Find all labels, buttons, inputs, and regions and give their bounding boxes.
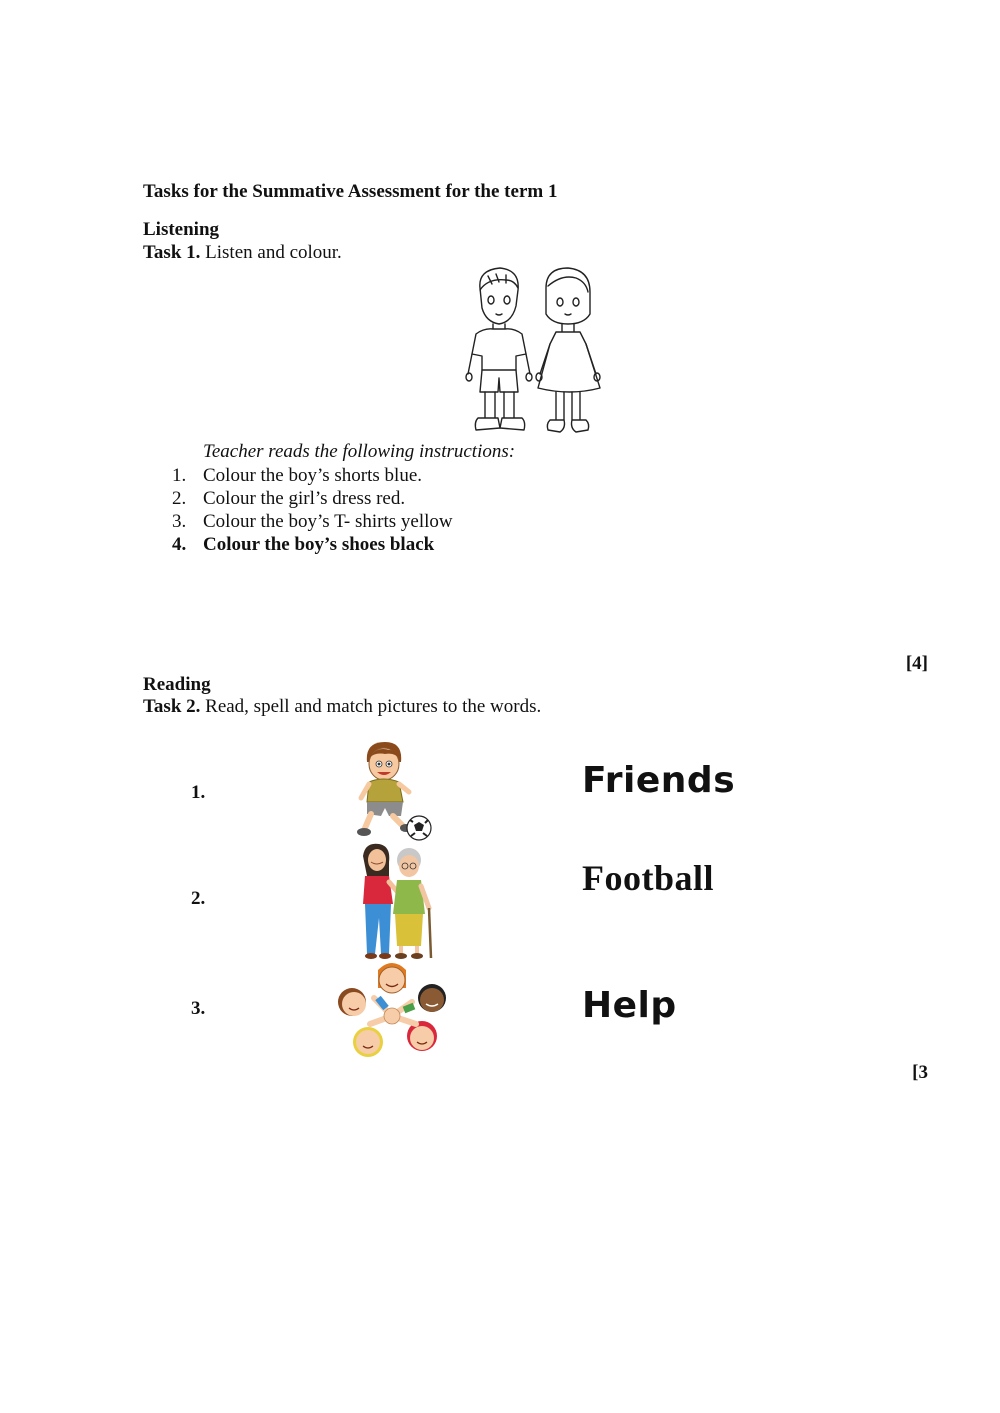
help-grandmother-image (359, 842, 439, 960)
boy-girl-coloring-image (466, 266, 606, 441)
task-2-text: Read, spell and match pictures to the words. (200, 696, 542, 717)
task-1-text: Listen and colour. (200, 242, 342, 263)
page-title: Tasks for the Summative Assessment for the term 1 (143, 181, 558, 202)
instruction-2 (172, 488, 405, 510)
instruction-number: 4. (172, 534, 187, 555)
instruction-text: Colour the boy’s T- shirts yellow (203, 511, 453, 532)
instruction-3 (172, 511, 453, 533)
instructions-intro: Teacher reads the following instructions: (203, 441, 516, 462)
task-2-label: Task 2. (143, 696, 201, 717)
word-football: Football (582, 858, 715, 898)
task-1-line (143, 242, 342, 264)
item-number-1: 1. (191, 782, 206, 803)
instruction-4 (172, 534, 434, 556)
task-2-line (143, 696, 541, 718)
word-friends: Friends (582, 760, 736, 801)
boy-football-image (355, 740, 435, 842)
instruction-text: Colour the boy’s shorts blue. (203, 465, 423, 486)
instruction-text: Colour the boy’s shoes black (203, 534, 435, 555)
item-number-2: 2. (191, 888, 206, 909)
item-number-3: 3. (191, 998, 206, 1019)
instruction-number: 3. (172, 511, 187, 532)
instruction-number: 2. (172, 488, 187, 509)
reading-heading: Reading (143, 674, 211, 695)
reading-score: [3 (912, 1062, 928, 1083)
friends-circle-image (334, 958, 452, 1062)
listening-heading: Listening (143, 219, 220, 240)
instruction-1 (172, 465, 422, 487)
word-help: Help (582, 985, 677, 1026)
listening-score: [4] (905, 653, 928, 674)
task-1-label: Task 1. (143, 242, 201, 263)
instruction-number: 1. (172, 465, 187, 486)
instruction-text: Colour the girl’s dress red. (203, 488, 406, 509)
